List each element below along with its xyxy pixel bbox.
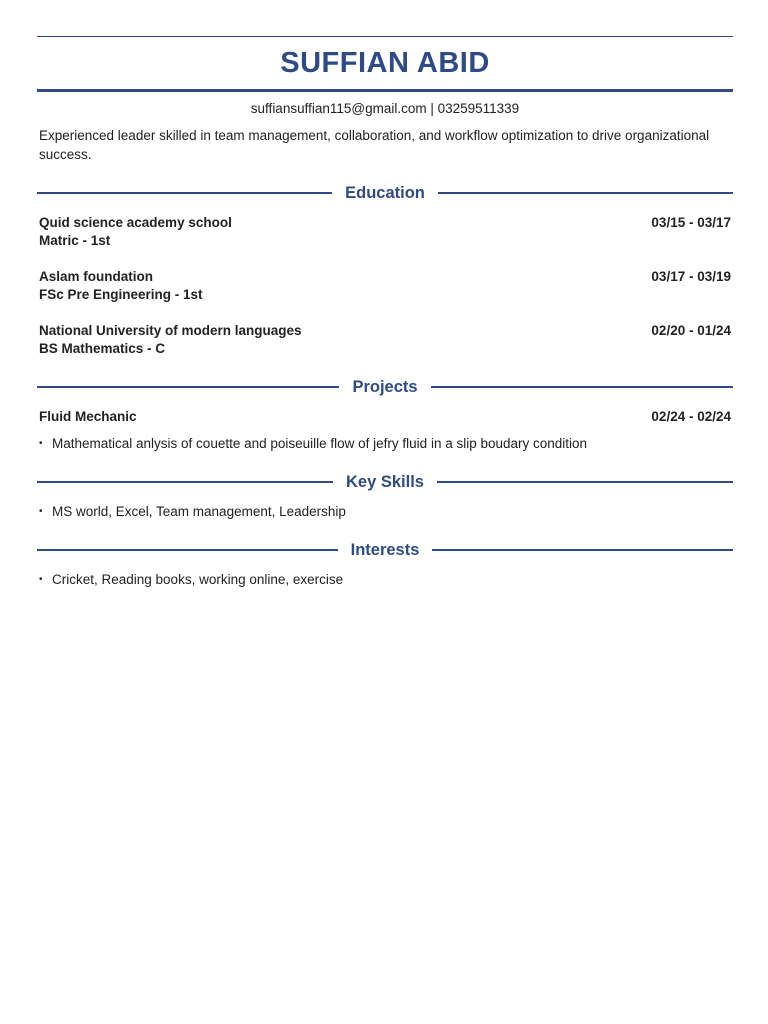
bullet-text: Cricket, Reading books, working online, exercise <box>52 572 344 587</box>
skills-bullet <box>37 503 733 521</box>
education-dates: 03/15 - 03/17 <box>651 215 731 230</box>
project-name: Fluid Mechanic <box>39 409 137 424</box>
education-entry <box>37 268 733 304</box>
interests-bullet <box>37 571 733 589</box>
school-name: National University of modern languages <box>39 323 302 338</box>
section-title: Education <box>345 184 425 202</box>
projects-list <box>37 408 733 453</box>
heading-rule-left <box>37 386 339 388</box>
resume-page <box>37 36 733 589</box>
contact-info: suffiansuffian115@gmail.com | 03259511339 <box>250 101 520 116</box>
summary-text: Experienced leader skilled in team management, collaboration, and workflow optimization to drive organizational success. <box>39 128 710 162</box>
heading-rule-left <box>37 549 338 551</box>
degree: Matric - 1st <box>39 233 111 248</box>
heading-rule-right <box>432 549 733 551</box>
heading-rule-left <box>37 192 332 194</box>
bullet-icon: • <box>39 574 43 585</box>
projects-heading <box>37 375 733 399</box>
project-dates: 02/24 - 02/24 <box>651 409 731 424</box>
education-heading <box>37 181 733 205</box>
education-entry <box>37 214 733 250</box>
bullet-text: MS world, Excel, Team management, Leadership <box>52 504 346 519</box>
education-dates: 02/20 - 01/24 <box>651 323 731 338</box>
education-entry <box>37 322 733 358</box>
heading-rule-right <box>438 192 733 194</box>
interests-heading <box>37 538 733 562</box>
candidate-name: SUFFIAN ABID <box>280 47 490 79</box>
heading-rule-right <box>437 481 733 483</box>
education-dates: 03/17 - 03/19 <box>651 269 731 284</box>
name-underline <box>37 89 733 92</box>
school-name: Quid science academy school <box>39 215 232 230</box>
heading-rule-right <box>431 386 733 388</box>
project-bullet <box>37 435 733 453</box>
section-title: Key Skills <box>346 473 424 491</box>
heading-rule-left <box>37 481 333 483</box>
skills-heading <box>37 470 733 494</box>
bullet-text: Mathematical anlysis of couette and poiseuille flow of jefry fluid in a slip boudary condition <box>52 436 588 451</box>
section-title: Interests <box>350 541 420 559</box>
bullet-icon: • <box>39 438 43 449</box>
section-title: Projects <box>352 378 418 396</box>
project-entry <box>37 408 733 426</box>
degree: BS Mathematics - C <box>39 341 166 356</box>
bullet-icon: • <box>39 506 43 517</box>
education-list <box>37 214 733 358</box>
school-name: Aslam foundation <box>39 269 153 284</box>
degree: FSc Pre Engineering - 1st <box>39 287 203 302</box>
